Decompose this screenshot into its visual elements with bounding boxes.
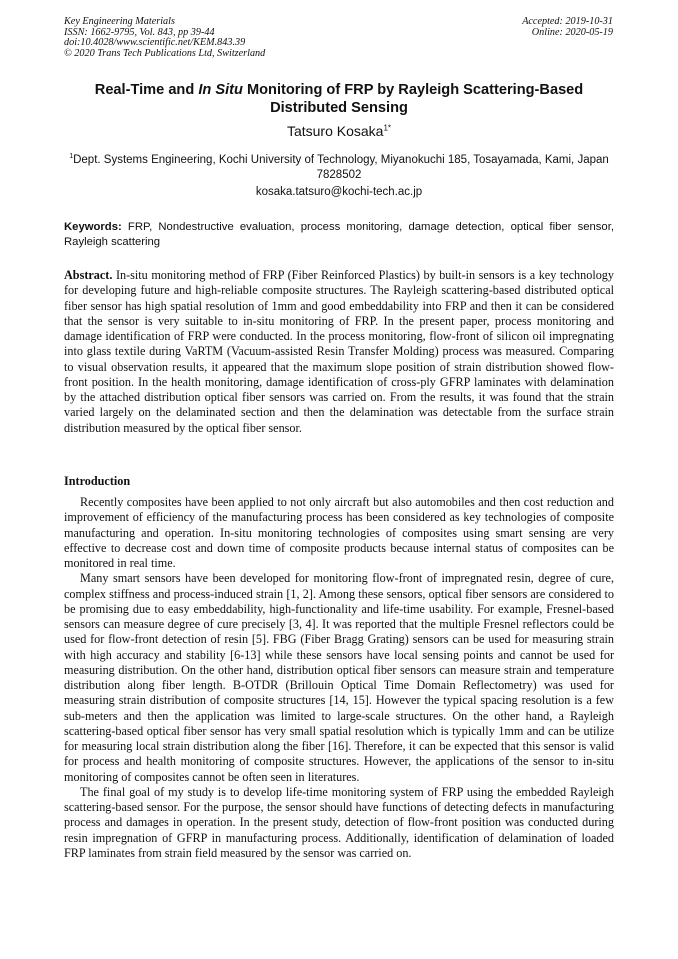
intro-paragraph: The final goal of my study is to develop life-time monitoring system of FRP using the embedded Rayleigh scattering-based sensor. For the purpose, the sensor should have functions of detecting defects in manufacturing process and damages in operation. In the present study, detection of flow-front position was conducted during resin impregnation of GFRP in manufacturing process. Additionally, identification of delamination of loaded FRP laminates from strain field measured by the sensor was carried on. — [64, 784, 614, 860]
affiliation-text: Dept. Systems Engineering, Kochi University of Technology, Miyanokuchi 185, Tosayamada, Kami, Japan 7828502 — [73, 153, 609, 182]
keywords — [64, 220, 614, 250]
author — [60, 123, 618, 139]
doi: doi:10.4028/www.scientific.net/KEM.843.39 — [64, 37, 246, 49]
intro-paragraph: Recently composites have been applied to not only aircraft but also automobiles and then cost reduction and improvement of efficiency of the manufacturing process has been considered as key technologies of composite manufacturing and operation. In-situ monitoring technologies of composites using smart sensing are very effective to decrease cost and down time of composite products because internal status of composites can be monitored in real time. — [64, 495, 614, 570]
keywords-label: Keywords: — [64, 221, 122, 233]
abstract — [64, 268, 614, 436]
author-email: kosaka.tatsuro@kochi-tech.ac.jp — [255, 186, 423, 198]
online-date: Online: 2020-05-19 — [531, 26, 613, 38]
keywords-text: FRP, Nondestructive evaluation, process monitoring, damage detection, optical fiber sensor, Rayleigh scattering — [64, 221, 614, 248]
dates-header — [522, 17, 613, 38]
title-part2: Monitoring of FRP by Rayleigh Scattering-Based Distributed Sensing — [242, 82, 584, 116]
abstract-label: Abstract. — [64, 268, 113, 282]
paper-title — [60, 81, 618, 117]
introduction-body — [64, 495, 614, 861]
author-sup: 1* — [383, 123, 392, 133]
affiliation-sup: 1 — [69, 153, 74, 160]
abstract-text: In-situ monitoring method of FRP (Fiber Reinforced Plastics) by built-in sensors is a key technology for developing future and high-reliable composite structures. The Rayleigh scattering-based distributed optical fiber sensor has high spatial resolution of 1mm and good embeddability into FRP and then it can be considered that the sensor is very suitable to in-situ monitoring of FRP. In the present paper, process monitoring and damage identification of FRP were conducted. In the process monitoring, flow-front of silicon oil impregnating into glass textile during VaRTM (Vacuum-assisted Resin Transfer Molding) process was measured. Comparing to visual observation results, it appeared that the maximum slope position of strain distribution showed flow-front position. In the health monitoring, damage identification of cross-ply GFRP laminates with delamination by the attached distribution optical fiber sensors was carried on. From the results, it was found that the strain varied largely on the delaminated section and then the delamination was detectable from the surface strain distribution measured by the optical fiber sensor. — [64, 268, 614, 435]
intro-paragraph: Many smart sensors have been developed for monitoring flow-front of impregnated resin, degree of cure, complex stiffness and process-induced strain [1, 2]. Among these sensors, optical fiber sensors are considered to be promising due to easy embeddability, high-functionality and life-time usability. For example, Fresnel-based sensors can measure degree of cure precisely [3, 4]. It was reported that the multiple Fresnel reflectors could be used for flow-front detection of resin [5]. FBG (Fiber Bragg Grating) sensors can be used for measuring strain with high accuracy and stability [6-13] while these sensors have local sensing points and cannot be used for measuring distribution. On the other hand, distribution optical fiber sensors can measure strain and temperature distribution along fiber length. B-OTDR (Brillouin Optical Time Domain Reflectometry) was used for measuring strain distribution of composite structures [14, 15]. However the typical spacing resolution is a few sub-meters and then the application was limited to large-scale structures. On the other hand, a Rayleigh scattering-based optical fiber sensor has very small spatial resolution which is typically 1mm and can be utilize for measuring local strain distribution along the fiber [16]. Therefore, it can be expected that this sensor is valid for process and health monitoring of composite structures. However, the applications of the sensor to in-situ monitoring of composites cannot be often seen in literatures. — [64, 571, 614, 784]
introduction-heading: Introduction — [64, 474, 131, 488]
journal-header — [64, 17, 265, 59]
title-part1: Real-Time and — [94, 82, 199, 98]
affiliation — [62, 149, 616, 184]
accepted-date: Accepted: 2019-10-31 — [522, 16, 613, 27]
author-name: Tatsuro Kosaka — [286, 123, 384, 139]
journal-name: Key Engineering Materials — [64, 16, 175, 27]
issn-volume: ISSN: 1662-9795, Vol. 843, pp 39-44 — [64, 26, 215, 38]
title-italic: In Situ — [198, 82, 243, 98]
copyright: © 2020 Trans Tech Publications Ltd, Switzerland — [64, 47, 266, 59]
